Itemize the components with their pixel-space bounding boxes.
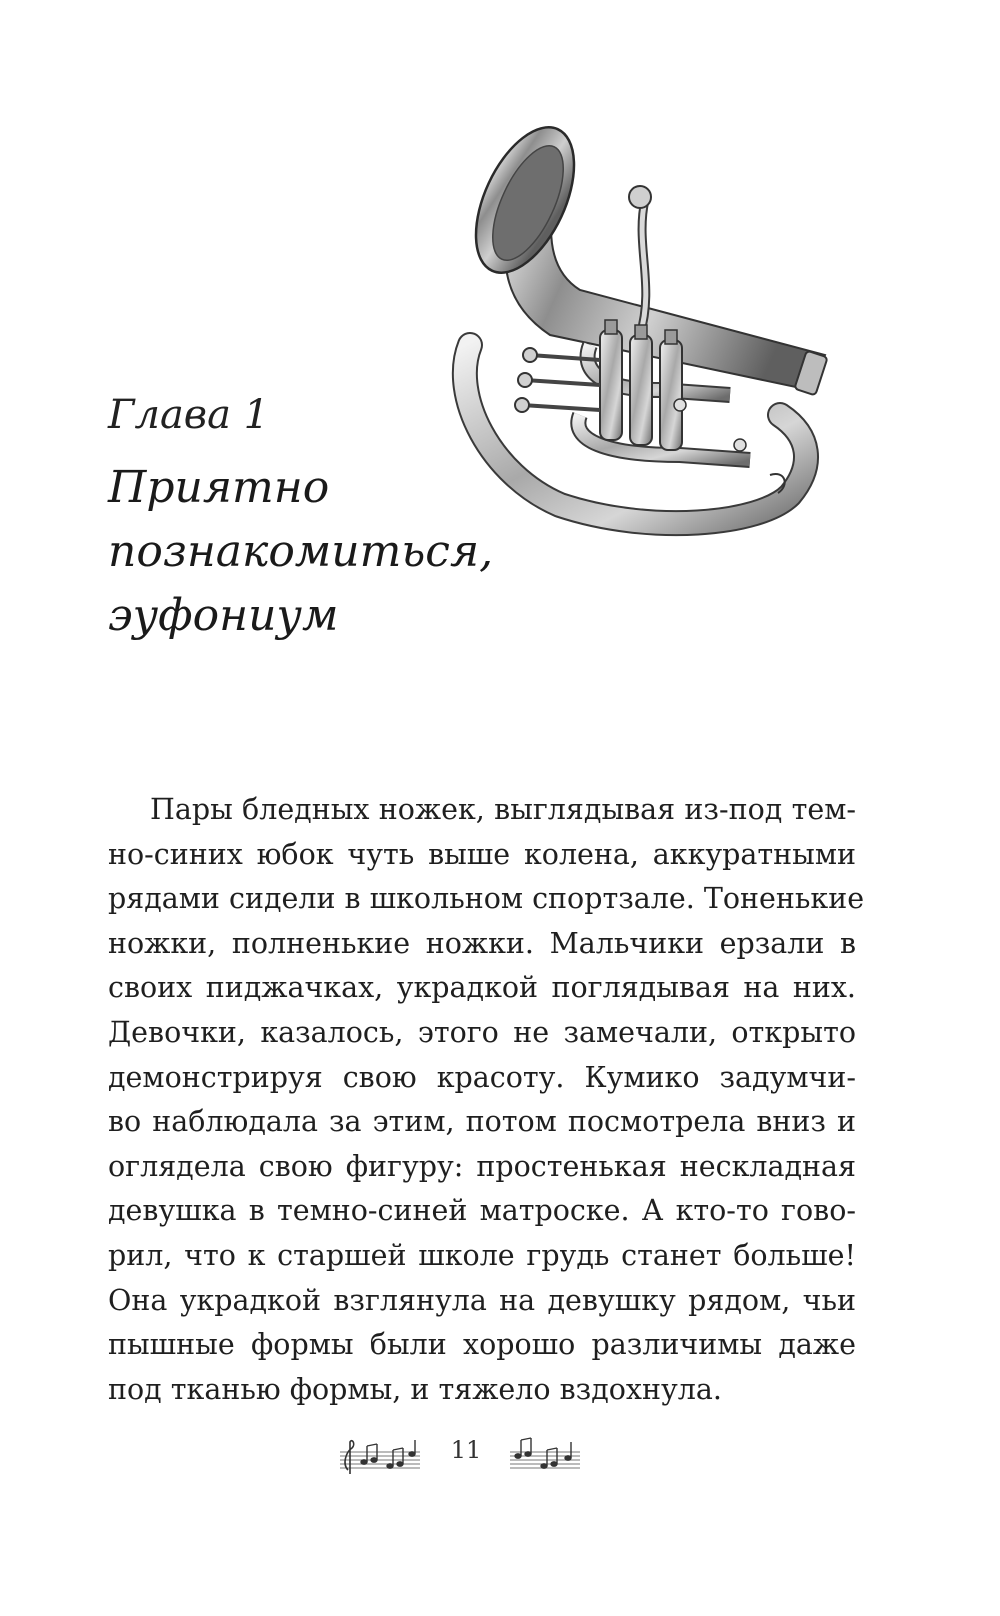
text-line: оглядела свою фигуру: простенькая нескладная <box>108 1149 856 1183</box>
chapter-title-line: познакомиться, <box>108 526 494 577</box>
text-line: рядами сидели в школьном спортзале. Тоненькие <box>108 882 865 916</box>
text-line: Девочки, казалось, этого не замечали, открыто <box>108 1015 856 1049</box>
music-notes-icon <box>340 1430 420 1476</box>
music-notes-icon <box>510 1430 580 1476</box>
text-line: пышные формы были хорошо различимы даже <box>108 1328 856 1362</box>
chapter-title-line: эуфониум <box>108 590 339 641</box>
chapter-title <box>108 456 528 648</box>
text-line: девушка в темно-синей матроске. А кто-то гово- <box>108 1194 856 1228</box>
text-line: ножки, полненькие ножки. Мальчики ерзали в <box>108 926 856 960</box>
text-line: под тканью формы, и тяжело вздохнула. <box>108 1372 722 1406</box>
chapter-title-line: Приятно <box>108 462 330 513</box>
page-number: 11 <box>450 1436 482 1464</box>
page-footer <box>0 1430 1000 1480</box>
body-paragraph <box>108 788 865 1412</box>
text-line: Она украдкой взглянула на девушку рядом, чьи <box>108 1283 856 1317</box>
text-line: Пары бледных ножек, выглядывая из-под тем- <box>150 793 856 826</box>
text-line: рил, что к старшей школе грудь станет больше! <box>108 1238 856 1272</box>
text-line: но-синих юбок чуть выше колена, аккуратными <box>108 837 856 871</box>
text-line: своих пиджачках, украдкой поглядывая на них. <box>108 971 856 1005</box>
chapter-label: Глава 1 <box>108 392 270 438</box>
text-line: демонстрируя свою красоту. Кумико задумчи- <box>108 1060 856 1094</box>
text-line: во наблюдала за этим, потом посмотрела вниз и <box>108 1105 856 1139</box>
